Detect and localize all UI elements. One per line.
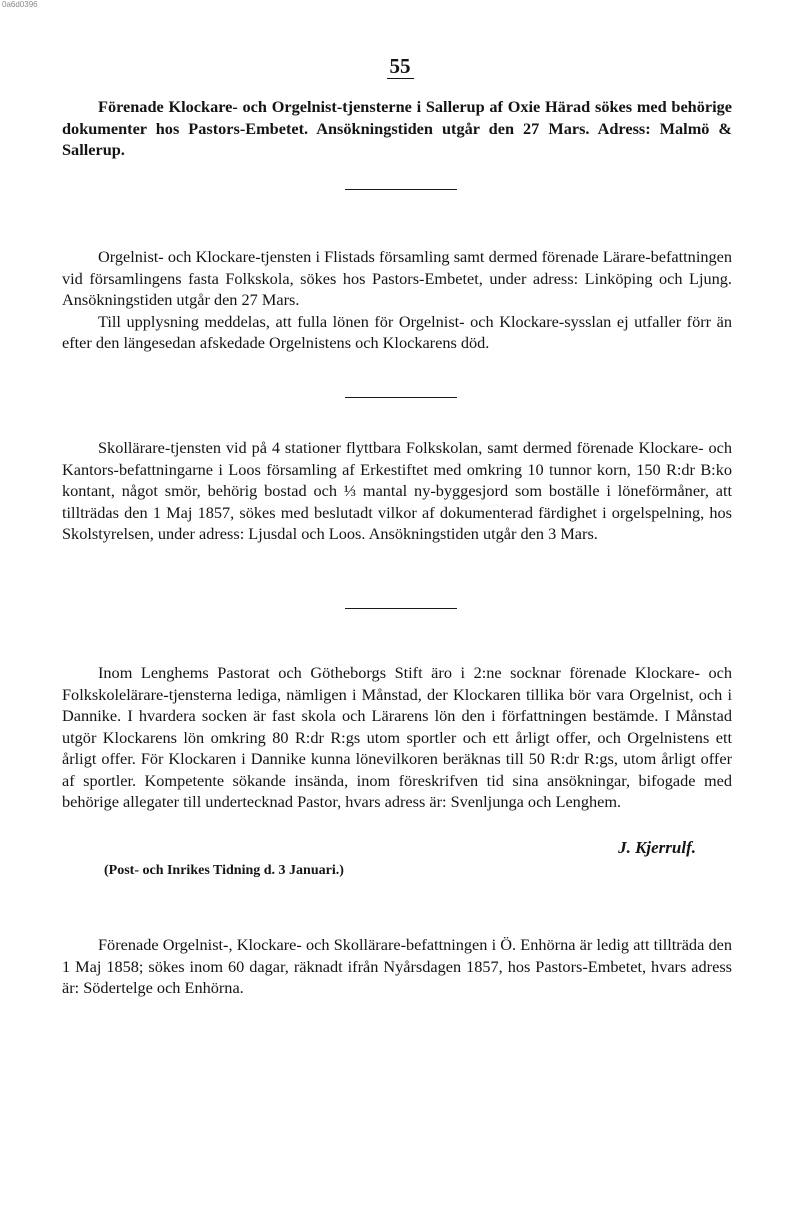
notice-loos-text: Skollärare-tjensten vid på 4 stationer flyttbara Folkskolan, samt dermed förenade Klockare- och Kantors-befattningarne i Loos församling af Erkestiftet med omkring 10 tunnor korn, 150 R:dr B:ko kontant, något smör, behörig bostad och ⅓ mantal ny-byggesjord som boställe i löneförmåner, att tillträdas den 1 Maj 1857, sökes med beslutadt vilkor af dokumenterad färdighet i orgelspelning, hos Skolstyrelsen, under adress: Ljusdal och Loos. Ansökningstiden utgår den 3 Mars.	[62, 438, 732, 543]
notice-loos	[62, 437, 732, 545]
scan-label: 0a6d0396	[2, 0, 38, 9]
notice-enhorna	[62, 934, 732, 999]
divider-3	[345, 608, 457, 609]
notice-lenghem	[62, 662, 732, 813]
notice-enhorna-text: Förenade Orgelnist-, Klockare- och Skollärare-befattningen i Ö. Enhörna är ledig att tillträda den 1 Maj 1858; sökes inom 60 dagar, räknadt ifrån Nyårsdagen 1857, hos Pastors-Embetet, hvars adress är: Södertelge och Enhörna.	[62, 935, 732, 997]
divider-1	[345, 189, 457, 190]
notice-flistad	[62, 246, 732, 354]
notice-lenghem-text: Inom Lenghems Pastorat och Götheborgs Stift äro i 2:ne socknar förenade Klockare- och Folkskolelärare-tjensterna lediga, nämligen i Månstad, der Klockaren tillika bör vara Orgelnist, och i Dannike. I hvardera socken är fast skola och Lärarens lön den i författningen bestämde. I Månstad utgör Klockarens lön omkring 80 R:dr R:gs utom sportler och ett årligt offer, och Orgelnistens ett årligt offer. För Klockaren i Dannike kunna lönevilkoren beräknas till 50 R:dr R:gs, utom årligt offer af sportler. Kompetente sökande insända, inom föreskrifven tid sina ansökningar, bifogade med behörige allegater till undertecknad Pastor, hvars adress är: Svenljunga och Lenghem.	[62, 663, 732, 811]
divider-2	[345, 397, 457, 398]
notice-flistad-text: Orgelnist- och Klockare-tjensten i Flistads församling samt dermed förenade Lärare-befattningen vid församlingens fasta Folkskola, sökes hos Pastors-Embetet, under adress: Linköping och Ljung. Ansökningstiden utgår den 27 Mars.	[62, 247, 732, 309]
signature: J. Kjerrulf.	[618, 838, 696, 857]
page-number-text: 55	[387, 54, 414, 79]
notice-flistad-note: Till upplysning meddelas, att fulla lönen för Orgelnist- och Klockare-sysslan ej utfaller förr än efter den längesedan afskedade Orgelnistens och Klockarens död.	[62, 311, 732, 352]
notice-sallerup-text: Förenade Klockare- och Orgelnist-tjensterne i Sallerup af Oxie Härad sökes med behörige dokumenter hos Pastors-Embetet. Ansökningstiden utgår den 27 Mars. Adress: Malmö & Sallerup.	[62, 97, 732, 159]
notice-sallerup	[62, 96, 732, 161]
source-citation: (Post- och Inrikes Tidning d. 3 Januari.)	[104, 863, 344, 878]
page-number	[0, 54, 800, 79]
